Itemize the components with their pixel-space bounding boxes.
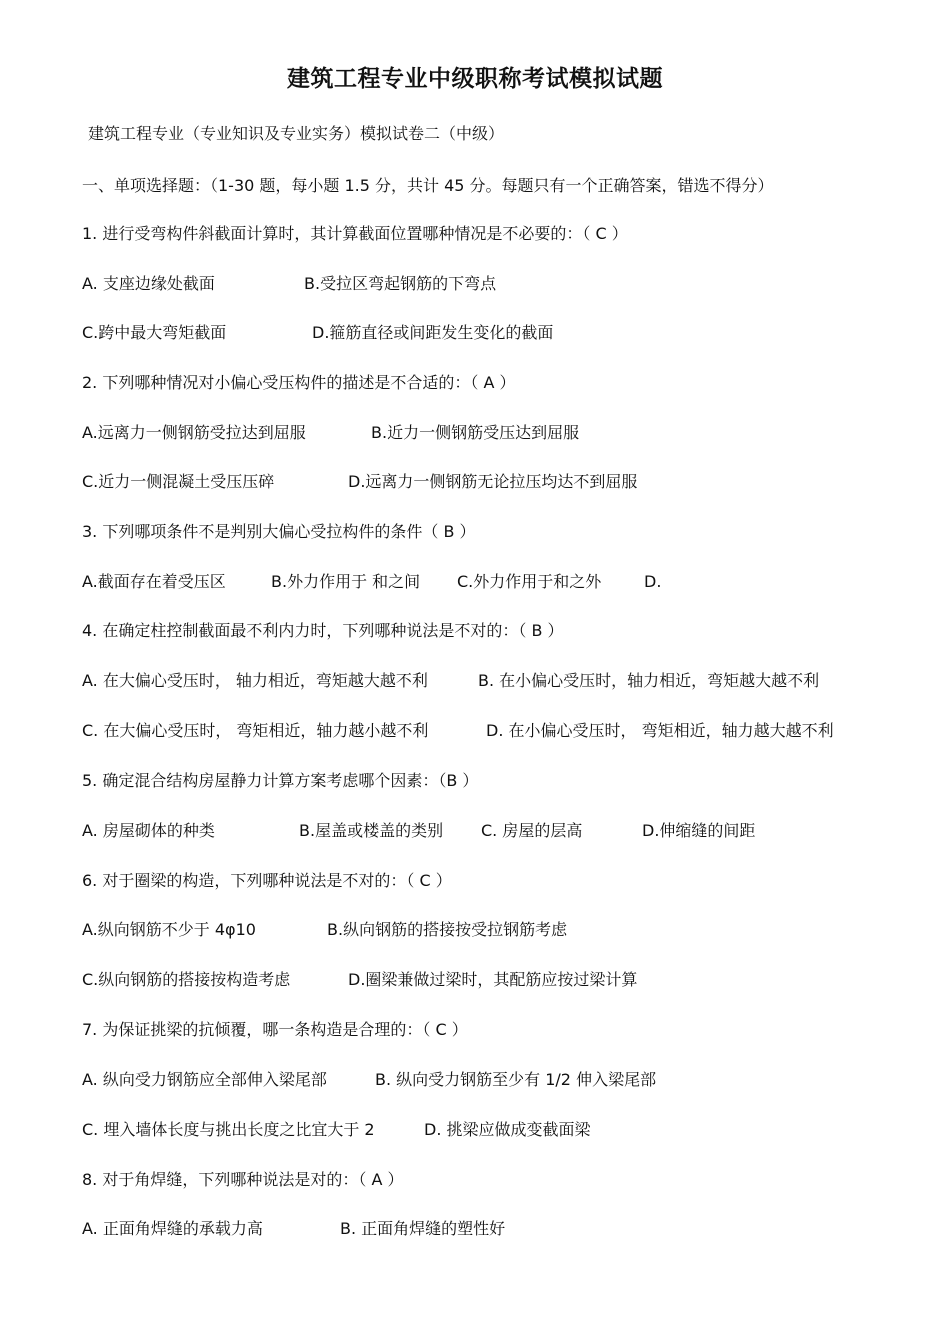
option: D.伸缩缝的间距 (642, 821, 756, 840)
option: A. 正面角焊缝的承载力高 (82, 1219, 263, 1238)
option: D.远离力一侧钢筋无论拉压均达不到屈服 (348, 472, 638, 491)
option: B. 正面角焊缝的塑性好 (340, 1219, 506, 1238)
question-stem: 3. 下列哪项条件不是判别大偏心受拉构件的条件（ B ） (82, 522, 476, 541)
option: B. 在小偏心受压时，轴力相近，弯矩越大越不利 (478, 671, 820, 690)
option: C. 埋入墙体长度与挑出长度之比宜大于 2 (82, 1120, 375, 1139)
option: A. 纵向受力钢筋应全部伸入梁尾部 (82, 1070, 327, 1089)
option: D. (644, 572, 662, 591)
option: B.屋盖或楼盖的类别 (299, 821, 444, 840)
option: A. 房屋砌体的种类 (82, 821, 215, 840)
option: B.近力一侧钢筋受压达到屈服 (371, 423, 580, 442)
option: A.截面存在着受压区 (82, 572, 226, 591)
question-stem: 6. 对于圈梁的构造，下列哪种说法是不对的：（ C ） (82, 871, 452, 890)
option: A.远离力一侧钢筋受拉达到屈服 (82, 423, 306, 442)
option: C.近力一侧混凝土受压压碎 (82, 472, 275, 491)
option: C.跨中最大弯矩截面 (82, 323, 227, 342)
section-heading: 一、单项选择题：（1-30 题，每小题 1.5 分，共计 45 分。每题只有一个正确答案，错选不得分） (82, 176, 774, 195)
option: C.纵向钢筋的搭接按构造考虑 (82, 970, 291, 989)
question-stem: 5. 确定混合结构房屋静力计算方案考虑哪个因素：（B ） (82, 771, 479, 790)
question-stem: 1. 进行受弯构件斜截面计算时，其计算截面位置哪种情况是不必要的：（ C ） (82, 224, 628, 243)
option: A. 支座边缘处截面 (82, 274, 215, 293)
question-stem: 8. 对于角焊缝，下列哪种说法是对的：（ A ） (82, 1170, 404, 1189)
option: D. 挑梁应做成变截面梁 (424, 1120, 591, 1139)
question-stem: 7. 为保证挑梁的抗倾覆，哪一条构造是合理的：（ C ） (82, 1020, 468, 1039)
option: D.圈梁兼做过梁时，其配筋应按过梁计算 (348, 970, 638, 989)
question-stem: 2. 下列哪种情况对小偏心受压构件的描述是不合适的：（ A ） (82, 373, 516, 392)
option: C.外力作用于和之外 (457, 572, 602, 591)
option: B.外力作用于 和之间 (271, 572, 421, 591)
option: D.箍筋直径或间距发生变化的截面 (312, 323, 554, 342)
option: A. 在大偏心受压时， 轴力相近，弯矩越大越不利 (82, 671, 428, 690)
page-title: 建筑工程专业中级职称考试模拟试题 (287, 66, 663, 92)
option: B.纵向钢筋的搭接按受拉钢筋考虑 (327, 920, 568, 939)
option: C. 在大偏心受压时， 弯矩相近，轴力越小越不利 (82, 721, 429, 740)
option: B.受拉区弯起钢筋的下弯点 (304, 274, 497, 293)
option: C. 房屋的层高 (481, 821, 583, 840)
option: A.纵向钢筋不少于 4φ10 (82, 920, 256, 939)
paper-subtitle: 建筑工程专业（专业知识及专业实务）模拟试卷二（中级） (88, 124, 505, 143)
question-stem: 4. 在确定柱控制截面最不利内力时，下列哪种说法是不对的：（ B ） (82, 621, 564, 640)
option: D. 在小偏心受压时， 弯矩相近，轴力越大越不利 (486, 721, 834, 740)
option: B. 纵向受力钢筋至少有 1/2 伸入梁尾部 (375, 1070, 657, 1089)
